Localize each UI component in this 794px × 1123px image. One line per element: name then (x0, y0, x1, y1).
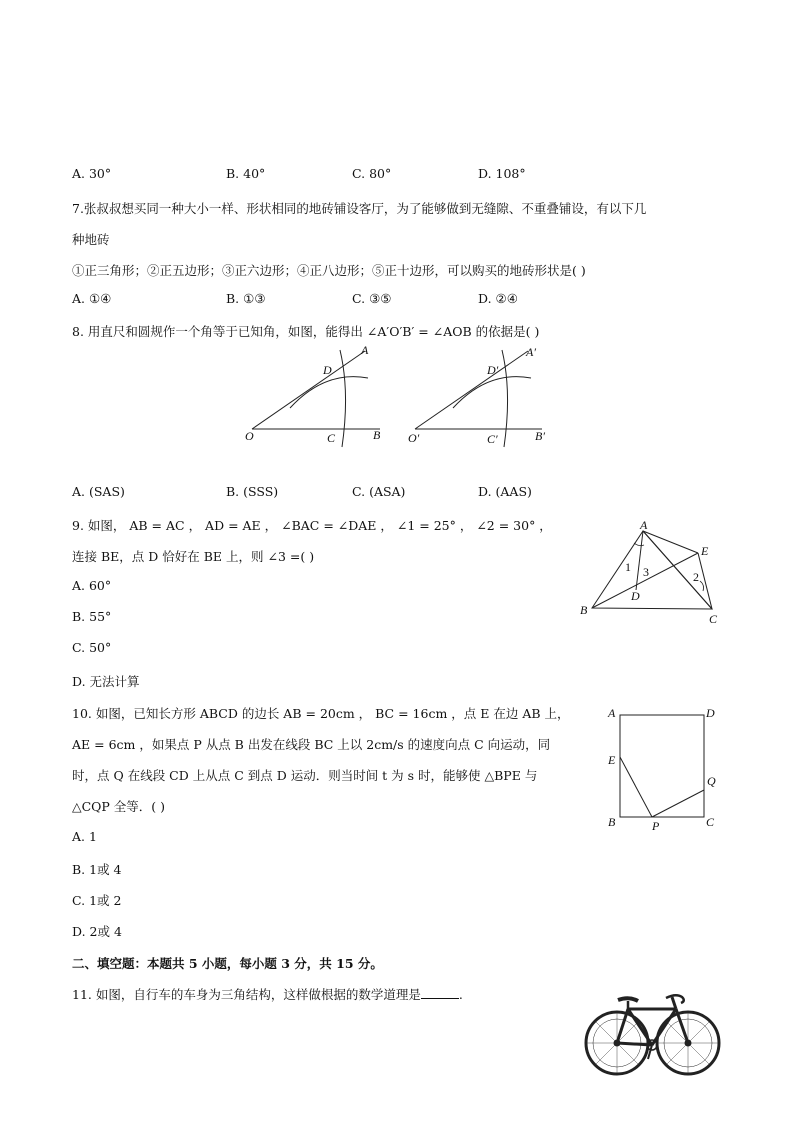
q9-option-d: D. 无法计算 (72, 674, 140, 689)
q7-stem-line1: 7.张叔叔想买同一种大小一样、形状相同的地砖铺设客厅，为了能够做到无缝隙、不重叠铺设，有以下几 (72, 201, 647, 216)
q9-option-c: C. 50° (72, 640, 112, 655)
q8-option-b: B. (SSS) (226, 484, 279, 499)
q9-label-a: A (640, 518, 648, 532)
q11-text: 11. 如图，自行车的车身为三角结构，这样做根据的数学道理是 (72, 987, 421, 1002)
q8-figures (240, 342, 570, 454)
q7-option-c: C. ③⑤ (352, 291, 392, 306)
q8-fig2-label-c: C′ (487, 432, 498, 446)
q7-option-b: B. ①③ (226, 291, 266, 306)
q11-answer-blank (421, 986, 459, 999)
q8-fig1-label-d: D (323, 363, 332, 377)
q9-angle-1: 1 (625, 560, 631, 574)
q9-stem-line2: 连接 BE，点 D 恰好在 BE 上，则 ∠3 =( ) (72, 549, 315, 564)
q8-fig1-label-c: C (327, 431, 336, 445)
q10-label-d: D (706, 706, 715, 720)
q10-label-q: Q (707, 774, 716, 788)
q6-option-a: A. 30° (72, 166, 112, 181)
q9-figure (572, 515, 727, 627)
q8-stem: 8. 用直尺和圆规作一个角等于已知角，如图，能得出 ∠A′O′B′ = ∠AOB 的依据是( ) (72, 324, 540, 339)
q9-label-c: C (709, 612, 718, 626)
q8-figure-2 (408, 345, 545, 447)
q10-label-a: A (608, 706, 616, 720)
q10-label-b: B (608, 815, 616, 829)
q8-fig2-label-b: B′ (535, 429, 545, 443)
q10-stem-line1: 10. 如图，已知长方形 ABCD 的边长 AB = 20cm ， BC = 16cm ，点 E 在边 AB 上， (72, 706, 570, 721)
q10-option-d: D. 2或 4 (72, 924, 122, 939)
q11-stem (72, 985, 463, 1003)
q10-option-b: B. 1或 4 (72, 862, 122, 877)
q10-option-c: C. 1或 2 (72, 893, 122, 908)
q8-fig2-label-o: O′ (408, 431, 420, 445)
q10-label-e: E (608, 753, 616, 767)
q10-label-p: P (652, 819, 660, 833)
q10-figure (600, 702, 725, 834)
section-2-title: 二、填空题：本题共 5 小题，每小题 3 分，共 15 分。 (72, 956, 383, 971)
q7-option-a: A. ①④ (72, 291, 112, 306)
q8-fig1-label-a: A (361, 343, 369, 357)
q10-stem-line2: AE = 6cm ，如果点 P 从点 B 出发在线段 BC 上以 2cm/s 的速度向点 C 向运动，同 (72, 737, 551, 752)
q7-stem-line2: 种地砖 (72, 232, 110, 247)
q8-fig1-label-b: B (373, 428, 381, 442)
q9-angle-2: 2 (693, 570, 699, 584)
q8-option-c: C. (ASA) (352, 484, 406, 499)
q6-option-c: C. 80° (352, 166, 392, 181)
bicycle-image (582, 985, 724, 1081)
q10-option-a: A. 1 (72, 829, 97, 844)
q9-angle-3: 3 (643, 565, 649, 579)
q8-option-d: D. (AAS) (478, 484, 532, 499)
q10-stem-line4: △CQP 全等．( ) (72, 799, 166, 814)
q7-choices-line: ①正三角形；②正五边形；③正六边形；④正八边形；⑤正十边形，可以购买的地砖形状是( ) (72, 263, 586, 278)
q8-fig2-label-a: A′ (526, 345, 536, 359)
q9-stem-line1: 9. 如图， AB = AC ， AD = AE ， ∠BAC = ∠DAE ， ∠1 = 25° ， ∠2 = 30° ， (72, 518, 552, 533)
q9-option-b: B. 55° (72, 609, 112, 624)
q8-fig1-label-o: O (245, 429, 254, 443)
q8-figure-1 (245, 343, 381, 447)
q10-stem-line3: 时，点 Q 在线段 CD 上从点 C 到点 D 运动．则当时间 t 为 s 时，能够使 △BPE 与 (72, 768, 538, 783)
q9-label-d: D (631, 589, 640, 603)
q8-option-a: A. (SAS) (72, 484, 125, 499)
q6-option-d: D. 108° (478, 166, 526, 181)
q9-option-a: A. 60° (72, 578, 112, 593)
q9-label-b: B (580, 603, 588, 617)
q11-period: . (458, 987, 463, 1002)
q8-fig2-label-d: D′ (487, 363, 499, 377)
q6-option-b: B. 40° (226, 166, 266, 181)
q7-option-d: D. ②④ (478, 291, 518, 306)
q9-label-e: E (701, 544, 709, 558)
q10-label-c: C (706, 815, 715, 829)
